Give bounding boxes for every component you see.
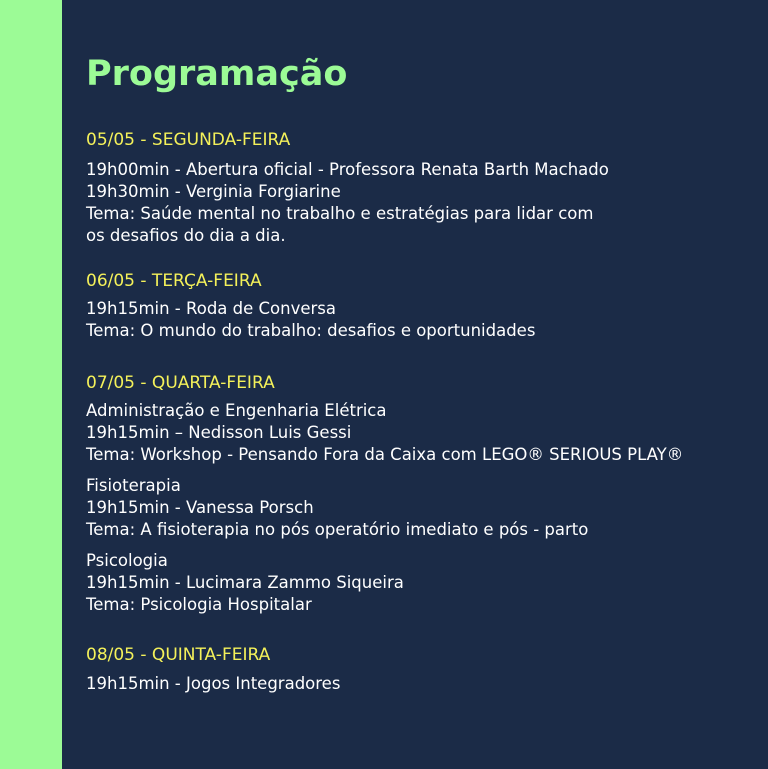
day-tuesday-details: [86, 298, 535, 342]
schedule-line: Tema: A fisioterapia no pós operatório imediato e pós - parto: [86, 520, 589, 539]
day-heading-tuesday: 06/05 - TERÇA-FEIRA: [86, 271, 262, 291]
page-title: Programação: [86, 54, 348, 94]
schedule-line: 19h30min - Verginia Forgiarine: [86, 182, 341, 201]
day-heading-wednesday: 07/05 - QUARTA-FEIRA: [86, 373, 275, 393]
schedule-line: 19h15min - Lucimara Zammo Siqueira: [86, 573, 404, 592]
schedule-line: Tema: Workshop - Pensando Fora da Caixa com LEGO® SERIOUS PLAY®: [86, 445, 684, 464]
schedule-line: 19h15min – Nedisson Luis Gessi: [86, 423, 352, 442]
schedule-line: Administração e Engenharia Elétrica: [86, 401, 387, 420]
schedule-line: Tema: Saúde mental no trabalho e estratégias para lidar com: [86, 204, 594, 223]
day-heading-thursday: 08/05 - QUINTA-FEIRA: [86, 645, 271, 665]
day-wednesday-group-psych: [86, 550, 404, 616]
schedule-line: Fisioterapia: [86, 476, 181, 495]
schedule-line: 19h15min - Roda de Conversa: [86, 299, 337, 318]
schedule-line: Tema: Psicologia Hospitalar: [86, 595, 312, 614]
schedule-line: 19h00min - Abertura oficial - Professora Renata Barth Machado: [86, 160, 609, 179]
day-wednesday-group-physio: [86, 475, 588, 541]
day-thursday-details: [86, 673, 340, 695]
schedule-line: 19h15min - Vanessa Porsch: [86, 498, 314, 517]
schedule-line: os desafios do dia a dia.: [86, 226, 286, 245]
day-wednesday-group-admin: [86, 400, 683, 466]
decorative-side-bar: [0, 0, 62, 769]
schedule-line: Tema: O mundo do trabalho: desafios e oportunidades: [86, 321, 536, 340]
day-heading-monday: 05/05 - SEGUNDA-FEIRA: [86, 130, 291, 150]
schedule-line: 19h15min - Jogos Integradores: [86, 674, 341, 693]
day-monday-details: [86, 159, 609, 247]
schedule-line: Psicologia: [86, 551, 168, 570]
